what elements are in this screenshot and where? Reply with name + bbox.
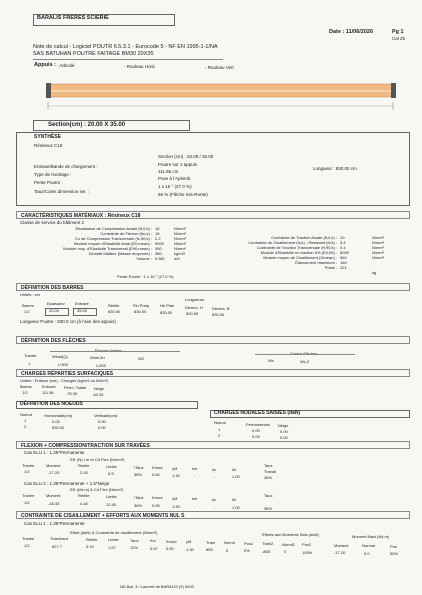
materiaux-left-value: 0.581 — [155, 256, 166, 261]
cisaillement-cell: 0 — [226, 548, 229, 553]
cisaillement-cell: -17.20 — [334, 550, 346, 555]
flexion-cell: 8.5' — [108, 471, 115, 476]
materiaux-left-label: Module moy. d'Elasticité Transversal (E90,mean) : — [63, 246, 152, 251]
flexion-cell: 0.90 — [152, 503, 160, 508]
noeuds-cell: 0.00 — [52, 419, 60, 424]
nodales-cell: 1 — [218, 427, 221, 432]
charges-cell: 111.56 — [42, 390, 54, 395]
barres-cell: 35.00 — [77, 308, 88, 313]
charges-cell: -44.33 — [92, 392, 104, 397]
cisaillement-moment-note: Efforts aux Moments Nuls (daN) — [262, 532, 319, 537]
flexion-header-cell: km — [192, 466, 198, 471]
materiaux-right-unit: N/mm² — [372, 255, 384, 260]
flexion-header-cell: kc — [212, 497, 216, 502]
materiaux-right-label: Contrainte de Traction Axiale (ft,0,k) : — [271, 235, 337, 240]
cisaillement-header-cell: Taux — [130, 538, 139, 543]
flexion-cell: 1/2 — [24, 500, 30, 505]
flexion-header-cell: /Taux — [134, 495, 144, 500]
cisaillement-header-cell: Tranl2 — [262, 541, 274, 546]
flexion-elu1: Cas ELU 1 : 1.35*Permanente — [24, 450, 85, 455]
materiaux-right-label: Module d'Elasticité en traction 5% (E0,05) : — [260, 250, 337, 255]
charges-note: Unités : Entraxe (cm) - Charges (kg/m2 ou kN/m²) — [20, 378, 109, 383]
charges-header-cell: Neige — [94, 386, 105, 391]
materiaux-left-unit: N/mm² — [174, 246, 186, 251]
barres-header-cell: Hb Plan — [160, 303, 175, 308]
flexion-cell: 4.48 — [80, 501, 88, 506]
note-line-2: SAS BATUHAN POUTRE FAITAGE BM30 20X35 — [33, 51, 154, 57]
synthese-section: Section (cm) : 20.00 / 35.00 — [158, 154, 214, 159]
materiaux-left-value: 2.2 — [155, 236, 161, 241]
cisaillement-header-cell: Travée — [22, 536, 35, 541]
cisaillement-cell: 0.19 — [86, 544, 94, 549]
materiaux-right-value: 560 — [340, 255, 347, 260]
barres-cell: 830.00 — [108, 309, 121, 314]
cisaillement-cell: -855 — [262, 549, 271, 554]
barres-header-cell: Barres — [22, 303, 34, 308]
materiaux-left-label: Résistance de Compression Axiale (ft,0,k) : — [75, 226, 152, 231]
company-name: BARALIS FRÈRES SCIERIE — [37, 15, 109, 21]
materiaux-left-value: 18 — [155, 226, 160, 231]
cisaillement-header-cell: Norml2 — [282, 542, 295, 547]
noeuds-cell: 1 — [24, 418, 27, 423]
flexion-cell: -18.33 — [48, 501, 60, 506]
fleches-wnet-value: L/200 — [96, 363, 107, 368]
flexion-header-cell: γM — [172, 466, 178, 471]
section-title: Section(cm) : 20.00 X 35.00 — [48, 122, 126, 128]
cisaillement-header-cell: Normal — [362, 543, 375, 548]
fleches-title: DÉFINITION DES FLÈCHES — [21, 337, 86, 344]
charges-header-cell: Perm. Totale — [64, 385, 87, 390]
flexion-cell: 1.00 — [232, 474, 240, 479]
barres-longueurs: Longueurs — [185, 297, 204, 302]
nodales-header-cell: Noeud — [214, 420, 226, 425]
barres-title: DÉFINITION DES BARRES — [21, 284, 84, 291]
barres-header-cell: Dévers. B — [212, 306, 230, 311]
fleches-wc2-header: Wc,2 — [300, 359, 310, 364]
synthese-montage-value: Pose à l'Aplomb — [158, 176, 191, 181]
flexion-header-cell: Limite — [106, 464, 117, 469]
supports-label: Appuis : — [34, 62, 56, 68]
flexion-header-cell: Travée — [22, 463, 35, 468]
cisaillement-cell: 1.57 — [108, 545, 116, 550]
barres-cell: 20.00 — [49, 308, 60, 313]
barres-cell: 1/2 — [24, 309, 30, 314]
cisaillement-header-cell: Norml — [224, 540, 235, 545]
flexion-elu2: Cas ELU 2 : 1.35*Permanente + 1.5*Neige — [24, 481, 110, 486]
fleches-header — [16, 336, 410, 344]
noeuds-cell: 2 — [24, 424, 27, 429]
barres-unit-note: Unités : cm — [20, 292, 41, 297]
nodales-cell: 2 — [218, 433, 221, 438]
synthese-entraxe-value: 111.56 cm — [158, 169, 179, 174]
materiaux-right-label: Contrainte de Traction Transversale (ft,90,k) : — [256, 245, 337, 250]
flexion-title: FLEXION + COMPRESSION/TRACTION SUR TRAVÉES — [21, 442, 150, 449]
cisaillement-header-cell: Pos — [390, 544, 397, 549]
flexion-cell: 36% — [264, 506, 273, 511]
materiaux-right-value: 160 — [340, 260, 347, 265]
materiaux-pente: Pente Poutre : 1 x 16 ° (27.0 %) — [117, 274, 174, 279]
charges-header-cell: Entraxe — [42, 384, 56, 389]
charges-title: CHARGES RÉPARTIES SURFACIQUES — [21, 370, 114, 377]
cisaillement-cell: 100% — [302, 550, 313, 555]
synthese-essence: Résineux C18 — [34, 143, 63, 148]
synthese-poutre: Poutre sur 1 appuis — [158, 162, 198, 167]
materiaux-left-value: 9000 — [155, 241, 164, 246]
cisaillement-effort-note: Effort (daN) & Contrainte de cisaillement (N/mm²) — [70, 530, 158, 535]
flexion-header-cell: Moment — [46, 463, 61, 468]
charges-header — [16, 369, 410, 377]
support-right: - Rouleau Vert — [205, 65, 234, 70]
materiaux-right-unit: N/mm² — [372, 245, 384, 250]
materiaux-right-unit: N/mm² — [372, 235, 384, 240]
materiaux-right-value: 10 — [340, 235, 345, 240]
flexion-header-cell: Kmod — [152, 495, 163, 500]
flexion-header-cell: Taux — [264, 463, 273, 468]
flexion-header-cell: /Taux — [134, 465, 144, 470]
cisaillement-cell: 1.30 — [186, 547, 194, 552]
calc-number: Cal 25 — [392, 36, 406, 41]
materiaux-right-label: Contrainte de Cisaillement (fv,k) - Resistant (fv,k) : — [248, 240, 337, 245]
note-line-1: Note de calcul - Logiciel POUTR 6.5.3.1 - Eurocode 5 - NF EN 1995-1-1/NA — [33, 44, 218, 50]
materiaux-right-value: 0.4 — [340, 245, 346, 250]
materiaux-right-label: Poids : — [324, 265, 337, 270]
cisaillement-cell: 0.67 — [150, 546, 158, 551]
barres-header-cell: Réelle — [108, 303, 120, 308]
cisaillement-cell: 50% — [390, 551, 399, 556]
materiaux-right-label: Module moyen de Cisaillement (Gmean) : — [263, 255, 337, 260]
materiaux-right-unit: kg — [372, 270, 377, 275]
flexion-cell: - — [214, 505, 216, 510]
barres-header-cell: Epaisseur — [47, 301, 65, 306]
date: Date : 11/06/2026 — [329, 29, 374, 35]
materiaux-header — [16, 211, 410, 219]
barres-longueur-poutre: Longueur Poutre : 830.0 cm (à l'axe des appuis) — [20, 319, 116, 324]
cisaillement-header-cell: γM — [186, 539, 192, 544]
flexion-travail: Travail — [264, 469, 276, 474]
noeuds-cell: 0.00 — [98, 425, 106, 430]
flexion-cell: 2.93 — [80, 470, 88, 475]
barres-header-cell: Entraxe — [75, 301, 89, 306]
cisaillement-cell: 12% — [130, 545, 139, 550]
fleches-winst-header: Winst(Q) — [52, 354, 68, 359]
cisaillement-cell: 0.0 — [364, 551, 370, 556]
materiaux-right-unit: N/mm² — [372, 250, 384, 255]
materiaux-right-value: 6000 — [340, 250, 349, 255]
flexion-header-cell: km — [192, 496, 198, 501]
cisaillement-header-cell: Pos2 — [302, 542, 312, 547]
flexion-header — [16, 441, 410, 449]
nodales-header-cell: Neige — [278, 423, 289, 428]
flexion-header-cell: Taux — [264, 493, 273, 498]
flexion-header-cell: Réelle — [78, 493, 90, 498]
flexion-header-cell: Travée — [22, 493, 35, 498]
flexion-cell: - — [194, 504, 196, 509]
barres-cell: 830.00 — [186, 311, 199, 316]
nodales-cell: 0.00 — [280, 429, 288, 434]
cisaillement-cell: 0% — [244, 548, 250, 553]
flexion-cell: 1.30 — [172, 473, 180, 478]
nodales-title: CHARGES NODALES SAISIES (daN) — [214, 410, 301, 416]
barres-header-cell: Flu Portp — [133, 303, 150, 308]
fleches-limites: Flèches limites — [95, 348, 122, 353]
nodales-cell: 0.00 — [252, 434, 260, 439]
cisaillement-title: CONTRAINTE DE CISAILLEMENT + EFFORTS AUX MOMENTS NUL S — [21, 512, 185, 519]
footer-text: ND Bat. 3 / Laurent de BARALIS (9) 0000 — [120, 584, 194, 589]
materiaux-title: CARACTÉRISTIQUES MATÉRIAUX : Résineux C18 — [21, 212, 141, 219]
noeuds-header-cell: Verticale(cm) — [94, 413, 118, 418]
flexion-elu2-note: Eff. (kN.m) & Cd Flex (N/mm²) — [70, 487, 124, 492]
flexion-cell: 12.40 — [106, 502, 117, 507]
synthese-taux-value: 56 % (Flèche mis-Ronte) — [158, 192, 208, 197]
cisaillement-header-cell: Limite — [108, 537, 119, 542]
synthese-title: SYNTHÈSE — [34, 134, 61, 140]
materiaux-right-label: Élancement maximum : — [295, 260, 337, 265]
flexion-elu1-note: Eff. (N) / m et Cd Flex (N/mm²) — [70, 457, 125, 462]
flexion-header-cell: Limite — [106, 494, 117, 499]
fleches-travee-header: Travée — [24, 353, 37, 358]
materiaux-left-unit: kg/m3 — [174, 251, 185, 256]
flexion-cell: - — [214, 474, 216, 479]
materiaux-left-value: 380 — [155, 251, 162, 256]
synthese-taux-label: Taux/Cotes dimension ser. : — [34, 189, 90, 194]
cisaillement-header-cell: Pos1 — [244, 541, 254, 546]
noeuds-header-cell: Noeud — [20, 412, 32, 417]
fleches-wnet-header: Wnet,fin — [90, 355, 105, 360]
materiaux-classe: Classe de service du bâtiment 2 — [20, 220, 85, 225]
materiaux-left-label: Densité Matière (Masse moyenne) : — [88, 251, 152, 256]
cisaillement-cell: 0.60 — [166, 546, 174, 551]
flexion-cell: 38% — [134, 472, 143, 477]
materiaux-left-label: Contrainte de Flexion (fm,k) : — [100, 231, 152, 236]
materiaux-left-unit: N/mm² — [174, 231, 186, 236]
fleches-wc-header: Wc — [268, 358, 274, 363]
flexion-cell: 0.60 — [152, 472, 160, 477]
materiaux-left-unit: N/mm² — [174, 226, 186, 231]
barres-header — [16, 283, 410, 291]
flexion-cell: 1/2 — [24, 469, 30, 474]
flexion-cell: 38% — [264, 475, 273, 480]
nodales-cell: 0.00 — [252, 428, 260, 433]
charges-cell: -76.30 — [66, 391, 78, 396]
materiaux-left-label: Volume : — [136, 256, 152, 261]
cisaillement-cell: 1/2 — [24, 543, 30, 548]
noeuds-cell: 830.00 — [52, 425, 65, 430]
materiaux-left-label: Co de Compression Transversale (fc,90,k) : — [74, 236, 152, 241]
cisaillement-moment-max: Moment Maxi (kN.m) — [352, 534, 390, 539]
cisaillement-cell: 827.7 — [52, 544, 63, 549]
materiaux-left-label: Module moyen d'Elasticité Axial (E0,mean) : — [74, 241, 152, 246]
fleches-winst-value: L/300 — [58, 362, 69, 367]
flexion-header-cell: kh — [232, 467, 237, 472]
flexion-header-cell: Moment — [46, 493, 61, 498]
nodales-cell: 0.00 — [280, 435, 288, 440]
flexion-cell: 1.30 — [172, 504, 180, 509]
cisaillement-header-cell: Tranl — [206, 540, 215, 545]
materiaux-left-unit: N/mm² — [174, 241, 186, 246]
page-number: Pg 1 — [392, 29, 404, 35]
flexion-header-cell: kc — [212, 467, 216, 472]
cisaillement-header-cell: Réelle — [86, 537, 98, 542]
cisaillement-header-cell: Kmod — [166, 539, 177, 544]
noeuds-title: DÉFINITION DES NOEUDS — [20, 401, 83, 407]
noeuds-header-cell: Horizontale(cm) — [44, 413, 73, 418]
cisaillement-elu1: Cas ELU 1 : 1.35*Permanente — [24, 521, 85, 526]
materiaux-right-unit: N/mm² — [372, 240, 384, 245]
materiaux-left-unit: m3 — [174, 256, 180, 261]
flexion-cell: - — [194, 473, 196, 478]
barres-cell: 830.00 — [160, 310, 173, 315]
flexion-header-cell: Réelle — [78, 463, 90, 468]
synthese-montage-label: Type de montage : — [34, 172, 72, 177]
materiaux-right-value: 221 — [340, 265, 347, 270]
materiaux-left-value: 18 — [155, 231, 160, 236]
fleches-w2-header: W2 — [138, 356, 144, 361]
support-mid: - Rouleau Horiz — [124, 64, 156, 69]
fleches-travee-value: 1 — [28, 361, 31, 366]
synthese-longueur: Longueur : 830.00 cm — [313, 166, 357, 171]
flexion-cell: 1.00 — [232, 505, 240, 510]
flexion-cell: -17.20 — [48, 470, 60, 475]
charges-cell: 1/2 — [22, 390, 28, 395]
nodales-header-cell: Permanentes — [246, 422, 270, 427]
charges-header-cell: Barres — [20, 384, 32, 389]
synthese-entraxe-label: Entraxe/Bande de chargement : — [34, 164, 98, 169]
barres-header-cell: Dévers. H — [185, 305, 203, 310]
barres-cell: 830.00 — [134, 309, 147, 314]
synthese-pente-label: Pente Poutre : — [34, 180, 63, 185]
flexion-header-cell: kh — [232, 497, 237, 502]
cisaillement-header-cell: Kcr — [150, 538, 156, 543]
noeuds-cell: 0.00 — [98, 419, 106, 424]
fleches-contre: Contre-Flèches — [290, 351, 318, 356]
flexion-header-cell: γM — [172, 496, 178, 501]
cisaillement-header-cell: Tranchant — [50, 536, 68, 541]
cisaillement-cell: 855 — [206, 547, 213, 552]
flexion-header-cell: Kmod — [152, 465, 163, 470]
flexion-cell: 36% — [134, 503, 143, 508]
materiaux-left-unit: N/mm² — [174, 236, 186, 241]
materiaux-right-value: 3.4 — [340, 240, 346, 245]
barres-cell: 830.00 — [212, 312, 225, 317]
cisaillement-header — [16, 511, 410, 519]
synthese-pente-value: 1 x 16 ° (27.0 %) — [158, 184, 192, 189]
cisaillement-cell: 0 — [284, 549, 287, 554]
support-left: - Articulé — [57, 63, 75, 68]
materiaux-left-value: 300 — [155, 246, 162, 251]
cisaillement-header-cell: Moment — [334, 543, 349, 548]
